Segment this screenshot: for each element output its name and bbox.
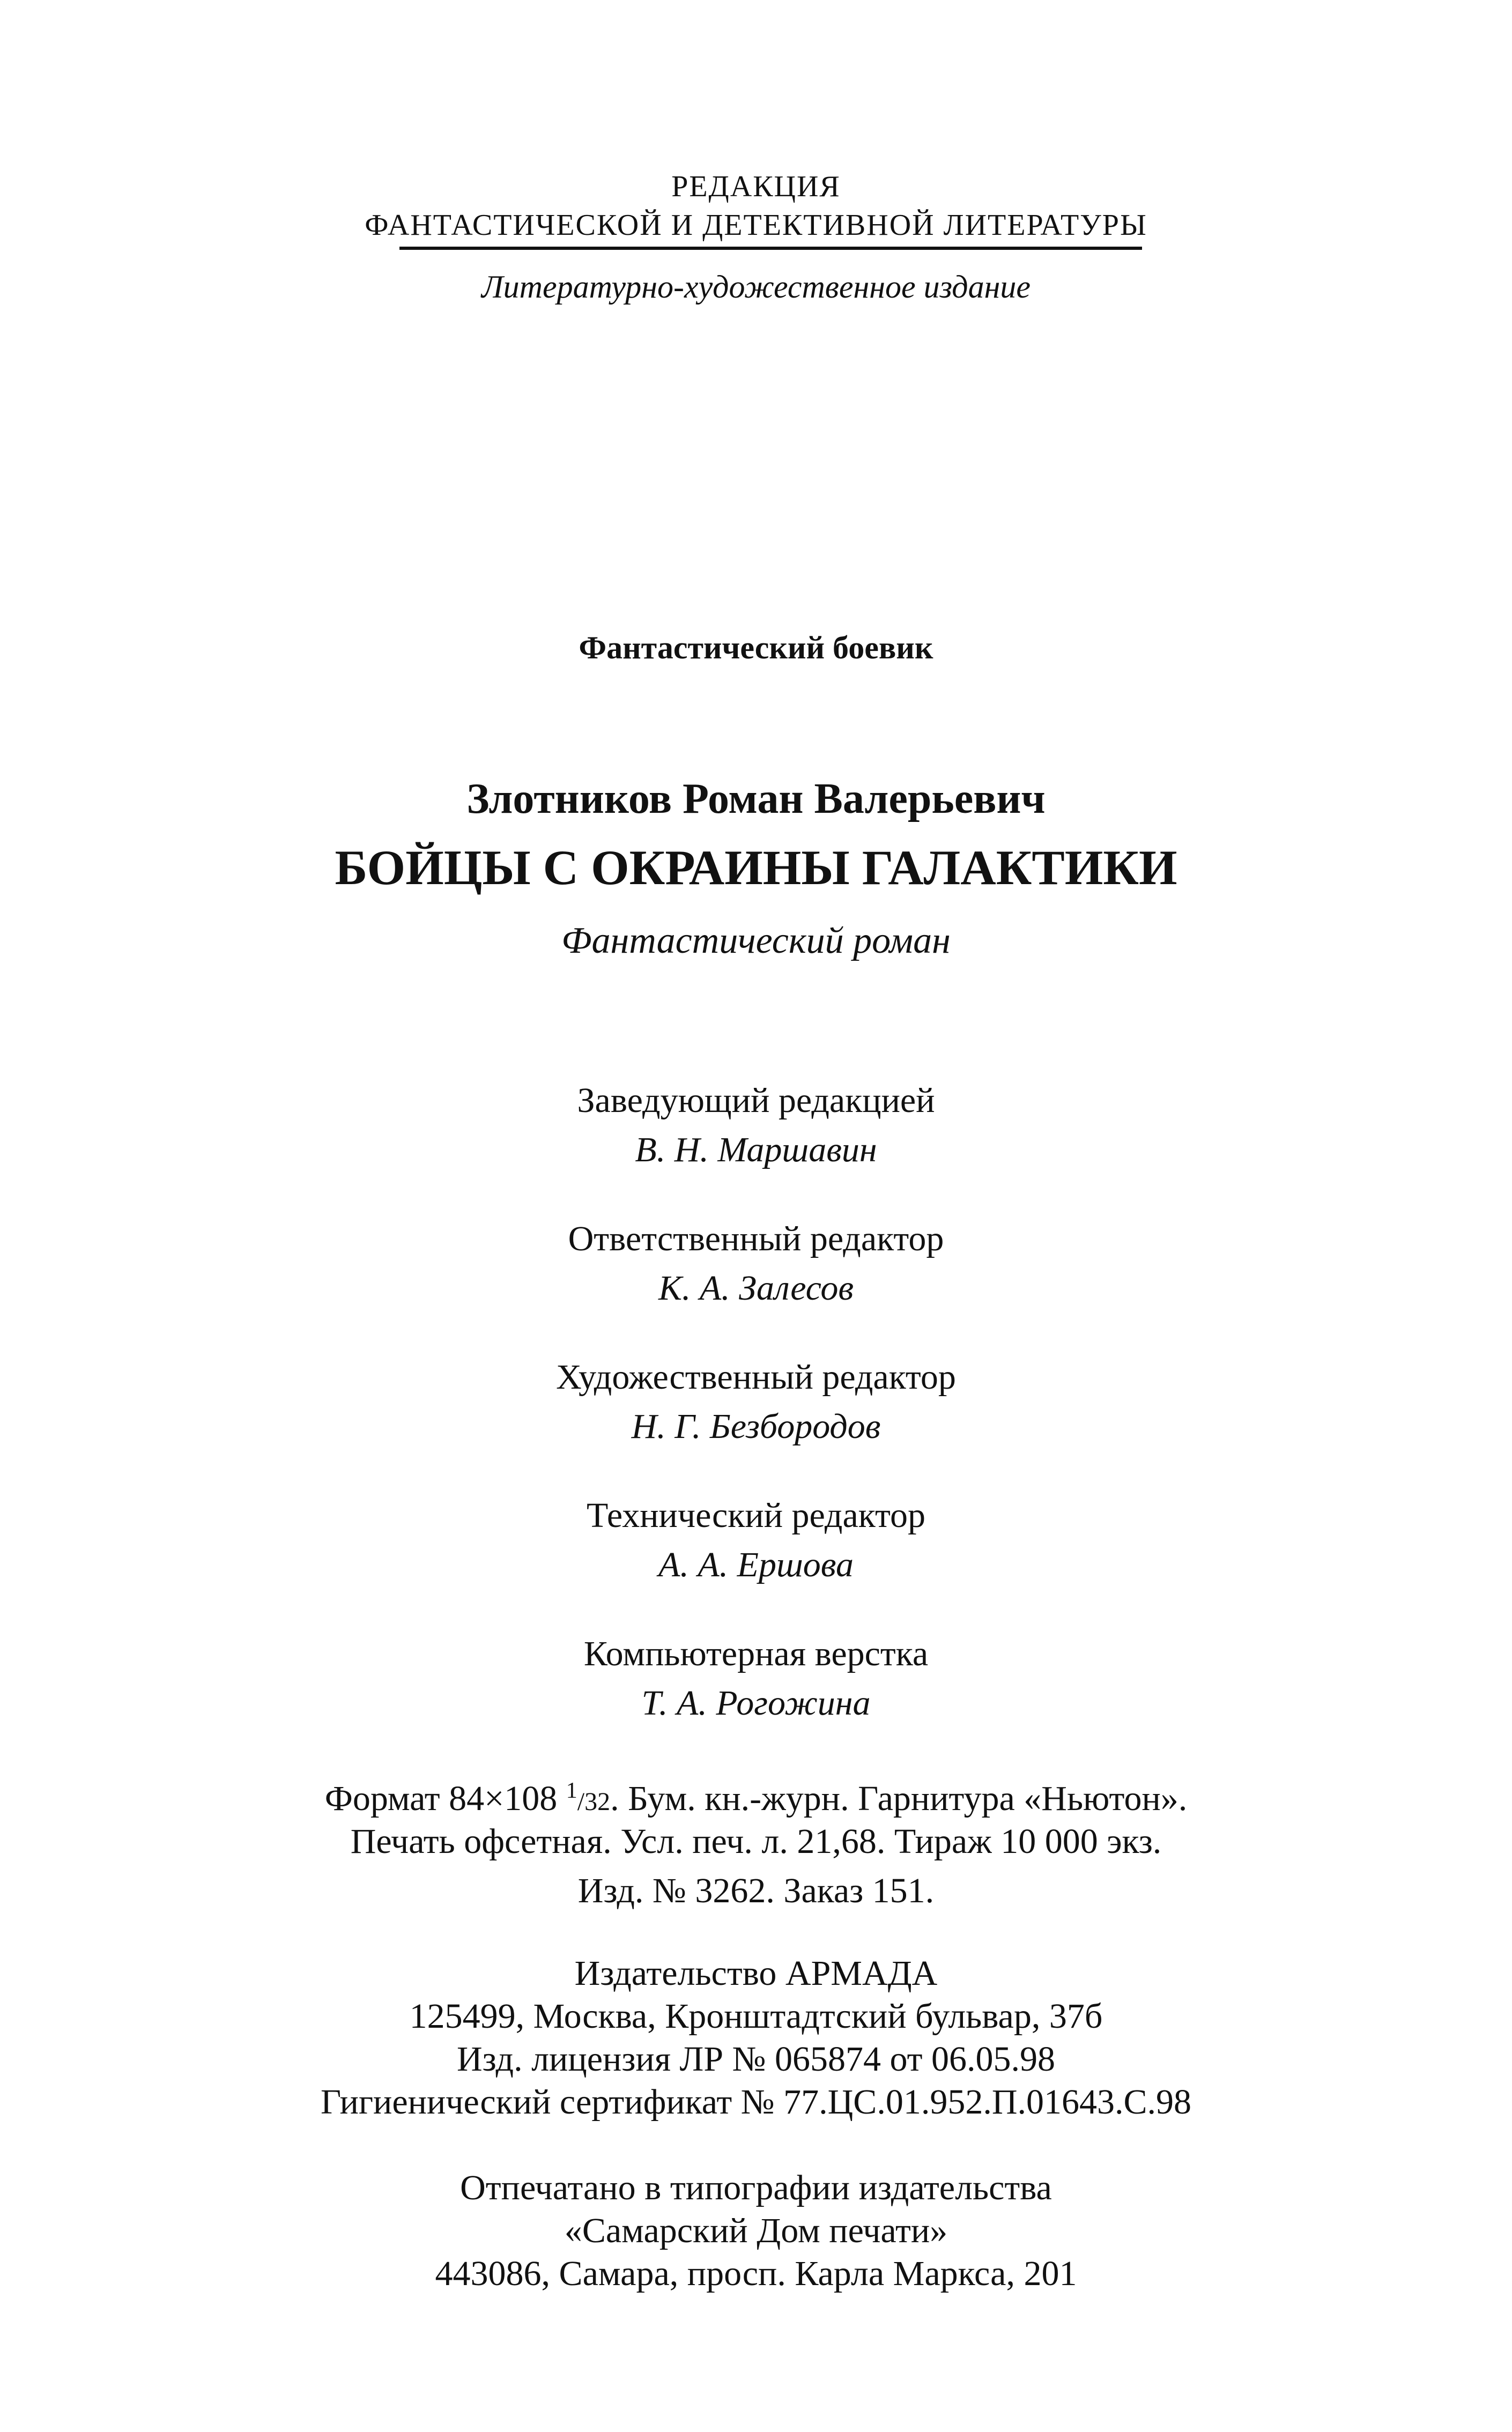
publisher-address: 125499, Москва, Кронштадтский бульвар, 37б [409,1997,1103,2036]
printing-house-name: «Самарский Дом печати» [564,2211,948,2250]
format-fraction-denominator: /32 [577,1788,611,1816]
header-divider [399,247,1142,250]
printing-house-intro: Отпечатано в типографии издательства [460,2168,1052,2207]
credit-name: Н. Г. Безбородов [631,1407,881,1446]
editorial-office-label: РЕДАКЦИЯ [671,170,841,203]
credit-role: Компьютерная верстка [583,1634,929,1673]
format-paper-typeface: . Бум. кн.-журн. Гарнитура «Ньютон». [610,1779,1188,1818]
editorial-department-name: ФАНТАСТИЧЕСКОЙ И ДЕТЕКТИВНОЙ ЛИТЕРАТУРЫ [365,209,1147,242]
credit-role: Художественный редактор [556,1358,956,1397]
publisher-name: Издательство АРМАДА [574,1954,938,1993]
credit-role: Заведующий редакцией [577,1081,935,1120]
credit-role: Технический редактор [587,1496,925,1535]
order-number-line: Изд. № 3262. Заказ 151. [577,1871,935,1910]
hygiene-certificate: Гигиенический сертификат № 77.ЦС.01.952.П.01643.С.98 [320,2082,1192,2122]
book-subtitle: Фантастический роман [561,920,951,961]
credit-name: К. А. Залесов [658,1269,854,1308]
print-format-line [0,1778,1512,1818]
author-name: Злотников Роман Валерьевич [466,775,1046,822]
genre-label: Фантастический боевик [579,630,933,665]
format-text: Формат 84×108 [324,1779,566,1818]
edition-type: Литературно-художественное издание [481,269,1031,305]
credit-name: А. А. Ершова [658,1545,854,1584]
print-specs-line: Печать офсетная. Усл. печ. л. 21,68. Тираж 10 000 экз. [350,1822,1162,1861]
book-title: БОЙЦЫ С ОКРАИНЫ ГАЛАКТИКИ [335,840,1177,895]
format-fraction-numerator: 1 [566,1778,577,1803]
credit-role: Ответственный редактор [568,1219,944,1258]
printing-house-address: 443086, Самара, просп. Карла Маркса, 201 [435,2254,1077,2293]
publisher-license: Изд. лицензия ЛР № 065874 от 06.05.98 [457,2040,1055,2079]
credit-name: В. Н. Маршавин [635,1130,877,1169]
credit-name: Т. А. Рогожина [641,1684,871,1723]
